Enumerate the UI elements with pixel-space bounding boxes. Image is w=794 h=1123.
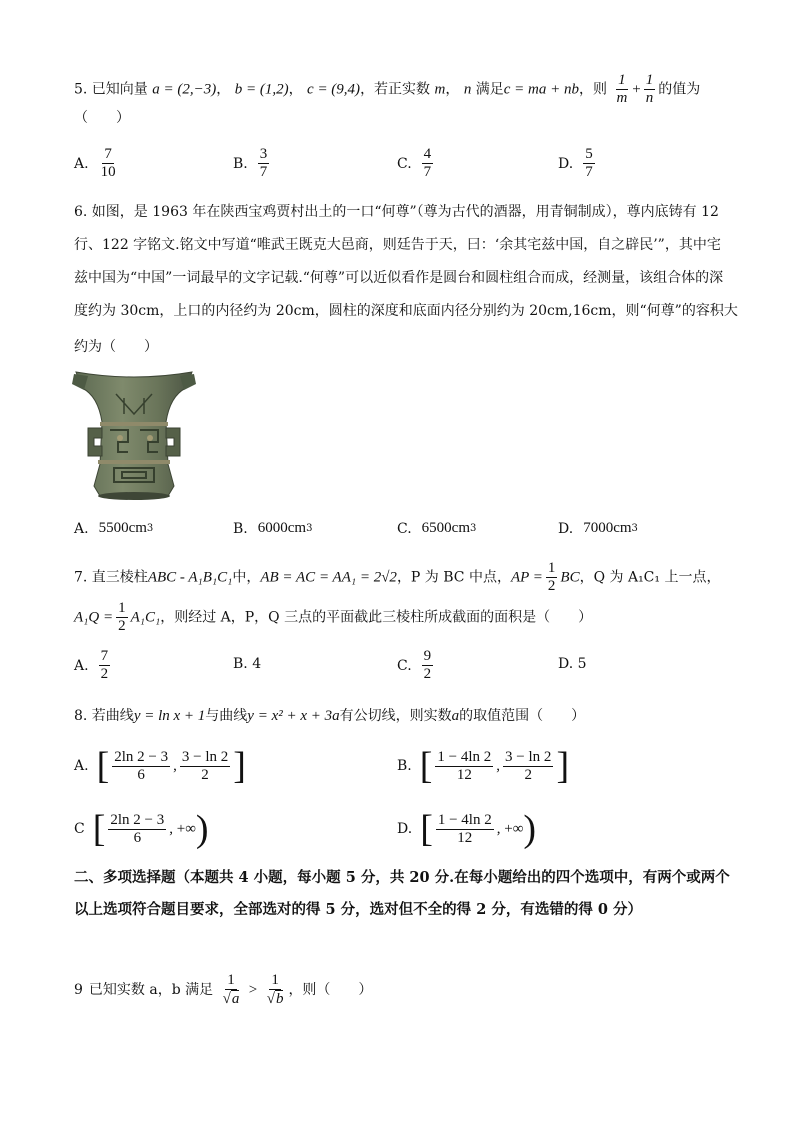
q7-stem-line-2: A₁Q = $\frac{1}{2}$ A₁C₁，则经过 A，P，Q 三点的平面截此三棱柱所成截面的面积是（ ） [74, 600, 593, 634]
q8-stem: 8. 若曲线y = ln x + 1与曲线y = x² + x + 3a有公切线，则实数a的取值范围（ ） [74, 708, 586, 724]
q6-stem-line-1: 6. 如图，是 1963 年在陕西宝鸡贾村出土的一口“何尊”（尊为古代的酒器，用青铜制成），尊内底铸有 12 [74, 204, 719, 220]
q6-stem-line-3: 兹中国为“中国”一词最早的文字记载.“何尊”可以近似看作是圆台和圆柱组合而成，经测量，该组合体的深 [74, 270, 724, 286]
q6-stem-line-5: 约为（ ） [74, 339, 158, 355]
q7-option-b[interactable]: B. 4 [233, 656, 262, 672]
q5-stem: 5. 已知向量 a = (2,−3)， b = (1,2)， c = (9,4)，若正实数 m， n 满足c = ma + nb，则 $\frac{1}{m}$ + $\frac{1}{n}$ 的值为 [74, 72, 701, 106]
q5-option-b[interactable]: B. $\frac{3}{7}$ [233, 146, 268, 180]
fraction-1-over-n: $\frac{1}{n}$ [645, 72, 654, 106]
q6-stem-line-2: 行、122 字铭文.铭文中写道“唯武王既克大邑商，则廷告于天，曰：‘余其宅兹中国，自之辟民’”，其中宅 [74, 237, 721, 253]
q5-option-d[interactable]: D. $\frac{5}{7}$ [558, 146, 593, 180]
q6-option-b[interactable]: B. 6000cm 3 [233, 520, 313, 537]
q7-option-d[interactable]: D. 5 [558, 656, 587, 672]
q6-option-a[interactable]: A. 5500cm 3 [74, 520, 154, 537]
fraction-1-over-m: $\frac{1}{m}$ [616, 72, 628, 106]
q9-stem: 9 已知实数 a，b 满足 $\frac{1}{√a}$ > $\frac{1}{√b}$ ，则（ ） [74, 972, 373, 1007]
q7-option-c[interactable]: C. $\frac{9}{2}$ [397, 648, 432, 682]
q7-stem-line-1: 7. 直三棱柱ABC - A₁B₁C₁中，AB = AC = AA₁ = 2√2，P 为 BC 中点，AP = $\frac{1}{2}$ BC，Q 为 A₁C₁ 上一点， [74, 560, 721, 594]
vector-a: a = (2,−3) [152, 81, 217, 98]
q7-option-a[interactable]: A. $\frac{7}{2}$ [74, 648, 109, 682]
q6-stem-line-4: 度约为 30cm，上口的内径约为 20cm，圆柱的深度和底面内径分别约为 20cm,16cm，则“何尊”的容积大 [74, 303, 738, 319]
q8-option-a[interactable]: A. [ $\frac{2\ln 2 - 3}{6}$ , $\frac{3 - \ln 2}{2}$ ] [74, 745, 246, 787]
q8-option-c[interactable]: C [ $\frac{2\ln 2 - 3}{6}$ , +∞ ) [74, 808, 209, 850]
section-2-heading: 二、多项选择题（本题共 4 小题，每小题 5 分，共 20 分.在每小题给出的四个选项中，有两个或两个以上选项符合题目要求，全部选对的得 5 分，选对但不全的得 2 分，有选错的得 0 分） [74, 869, 730, 918]
q8-option-b[interactable]: B. [ $\frac{1 - 4\ln 2}{12}$ , $\frac{3 - \ln 2}{2}$ ] [397, 745, 570, 787]
q6-option-d[interactable]: D. 7000cm 3 [558, 520, 638, 537]
bronze-vessel-image [70, 368, 198, 502]
q6-option-c[interactable]: C. 6500cm 3 [397, 520, 477, 537]
vector-equation: c = ma + nb [503, 81, 579, 98]
q5-option-a[interactable]: A. $\frac{7}{10}$ [74, 146, 116, 180]
vector-c: c = (9,4) [307, 81, 361, 98]
vector-b: b = (1,2) [234, 81, 289, 98]
q8-option-d[interactable]: D. [ $\frac{1 - 4\ln 2}{12}$ , +∞ ) [397, 808, 537, 850]
q5-option-c[interactable]: C. $\frac{4}{7}$ [397, 146, 432, 180]
q5-answer-paren: （ ） [74, 110, 130, 126]
